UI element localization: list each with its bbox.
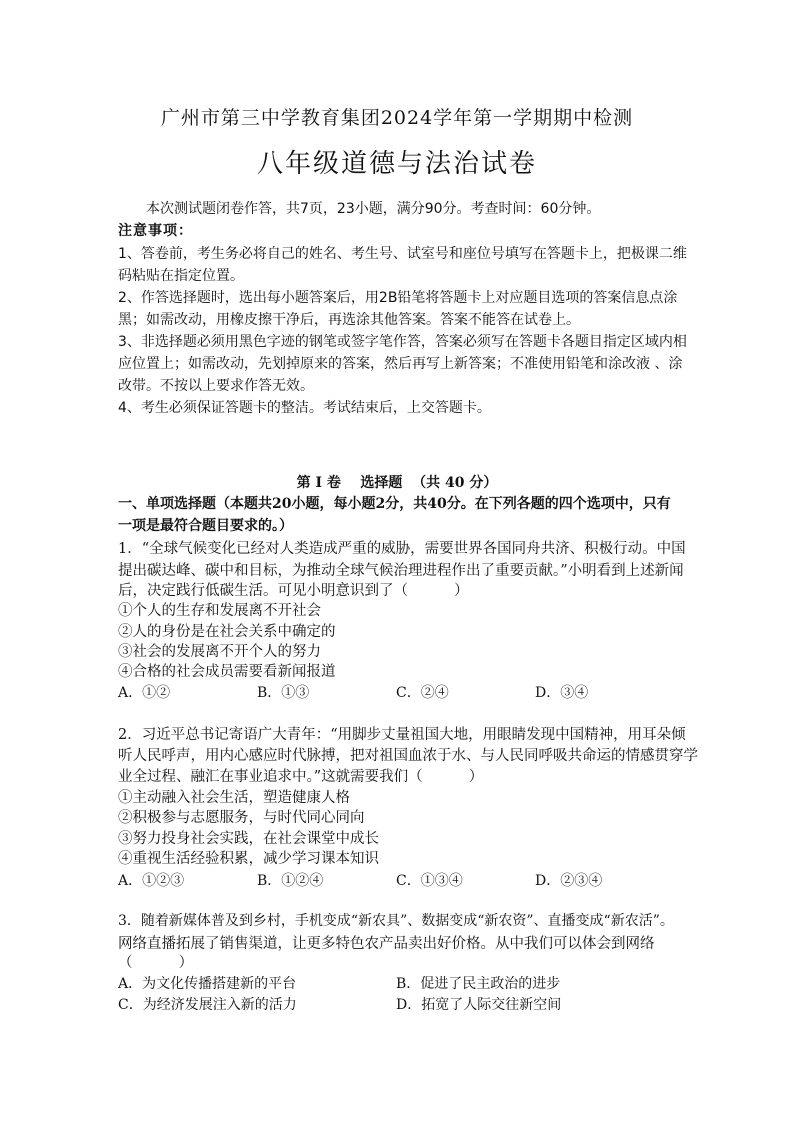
exam-title-line2: 八年级道德与法治试卷 xyxy=(256,149,537,179)
question-stem: 业全过程、融汇在事业追求中。”这就需要我们（ ） xyxy=(118,769,484,785)
statement: ③努力投身社会实践，在社会课堂中成长 xyxy=(118,831,379,847)
question-stem: 3．随着新媒体普及到乡村，手机变成“新农具”、数据变成“新农资”、直播变成“新农活”。 xyxy=(118,913,674,929)
statement: ④重视生活经验积累，减少学习课本知识 xyxy=(118,851,379,867)
note-line: 码粘贴在指定位置。 xyxy=(118,268,244,284)
statement: ④合格的社会成员需要看新闻报道 xyxy=(118,664,336,680)
option-b[interactable]: B．促进了民主政治的进步 xyxy=(396,976,561,992)
question-stem: 听人民呼声，用内心感应时代脉搏，把对祖国血浓于水、与人民同呼吸共命运的情感贯穿学 xyxy=(118,748,698,764)
note-line: 3、非选择题必须用黑色字迹的钢笔或签字笔作答，答案必须写在答题卡各题目指定区域内相 xyxy=(118,334,687,350)
option-d[interactable]: D．②③④ xyxy=(535,873,603,889)
exam-summary: 本次测试题闭卷作答，共7页，23小题，满分90分。考查时间：60分钟。 xyxy=(146,201,601,217)
note-line: 改带。不按以上要求作答无效。 xyxy=(118,378,314,394)
section-instruction: 一项是最符合题目要求的。） xyxy=(118,518,293,534)
option-a[interactable]: A．①② xyxy=(118,685,171,701)
note-line: 2、作答选择题时，选出每小题答案后，用2B铅笔将答题卡上对应题目选项的答案信息点涂 xyxy=(118,290,678,306)
option-a[interactable]: A．①②③ xyxy=(118,873,185,889)
section-heading: 第 I 卷 选择题 （共 40 分） xyxy=(296,475,498,491)
note-line: 黑；如需改动，用橡皮擦干净后，再选涂其他答案。答案不能答在试卷上。 xyxy=(118,312,580,328)
section-instruction: 一、单项选择题（本题共20小题，每小题2分，共40分。在下列各题的四个选项中，只有 xyxy=(118,496,671,512)
note-line: 4、考生必须保证答题卡的整洁。考试结束后，上交答题卡。 xyxy=(118,400,491,416)
question-stem: 2．习近平总书记寄语广大青年：“用脚步丈量祖国大地，用眼睛发现中国精神，用耳朵倾 xyxy=(118,727,686,743)
question-stem: 后，决定践行低碳生活。可见小明意识到了（ ） xyxy=(118,583,469,599)
question-stem: 网络直播拓展了销售渠道，让更多特色农产品卖出好价格。从中我们可以体会到网络 xyxy=(118,936,655,952)
statement: ②积极参与志愿服务，与时代同心同向 xyxy=(118,810,365,826)
option-b[interactable]: B．①②④ xyxy=(257,873,324,889)
question-stem: （ ） xyxy=(118,955,194,971)
option-c[interactable]: C．为经济发展注入新的活力 xyxy=(118,997,297,1013)
notes-title: 注意事项： xyxy=(118,223,193,239)
note-line: 应位置上；如需改动，先划掉原来的答案，然后再写上新答案；不准使用铅笔和涂改液 、涂 xyxy=(118,356,683,372)
statement: ①主动融入社会生活，塑造健康人格 xyxy=(118,790,350,806)
option-b[interactable]: B．①③ xyxy=(257,685,310,701)
question-stem: 提出碳达峰、碳中和目标，为推动全球气候治理进程作出了重要贡献。”小明看到上述新闻 xyxy=(118,563,684,579)
statement: ②人的身份是在社会关系中确定的 xyxy=(118,624,336,640)
note-line: 1、答卷前，考生务必将自己的姓名、考生号、试室号和座位号填写在答题卡上，把极课二维 xyxy=(118,246,687,262)
option-d[interactable]: D．拓宽了人际交往新空间 xyxy=(396,997,562,1013)
exam-title-line1: 广州市第三中学教育集团2024学年第一学期期中检测 xyxy=(160,107,634,129)
question-stem: 1．“全球气候变化已经对人类造成严重的威胁，需要世界各国同舟共济、积极行动。中国 xyxy=(118,541,686,557)
statement: ③社会的发展离不开个人的努力 xyxy=(118,644,321,660)
option-c[interactable]: C．①③④ xyxy=(396,873,463,889)
option-c[interactable]: C．②④ xyxy=(396,685,449,701)
option-a[interactable]: A．为文化传播搭建新的平台 xyxy=(118,976,297,992)
option-d[interactable]: D．③④ xyxy=(535,685,589,701)
statement: ①个人的生存和发展离不开社会 xyxy=(118,603,321,619)
